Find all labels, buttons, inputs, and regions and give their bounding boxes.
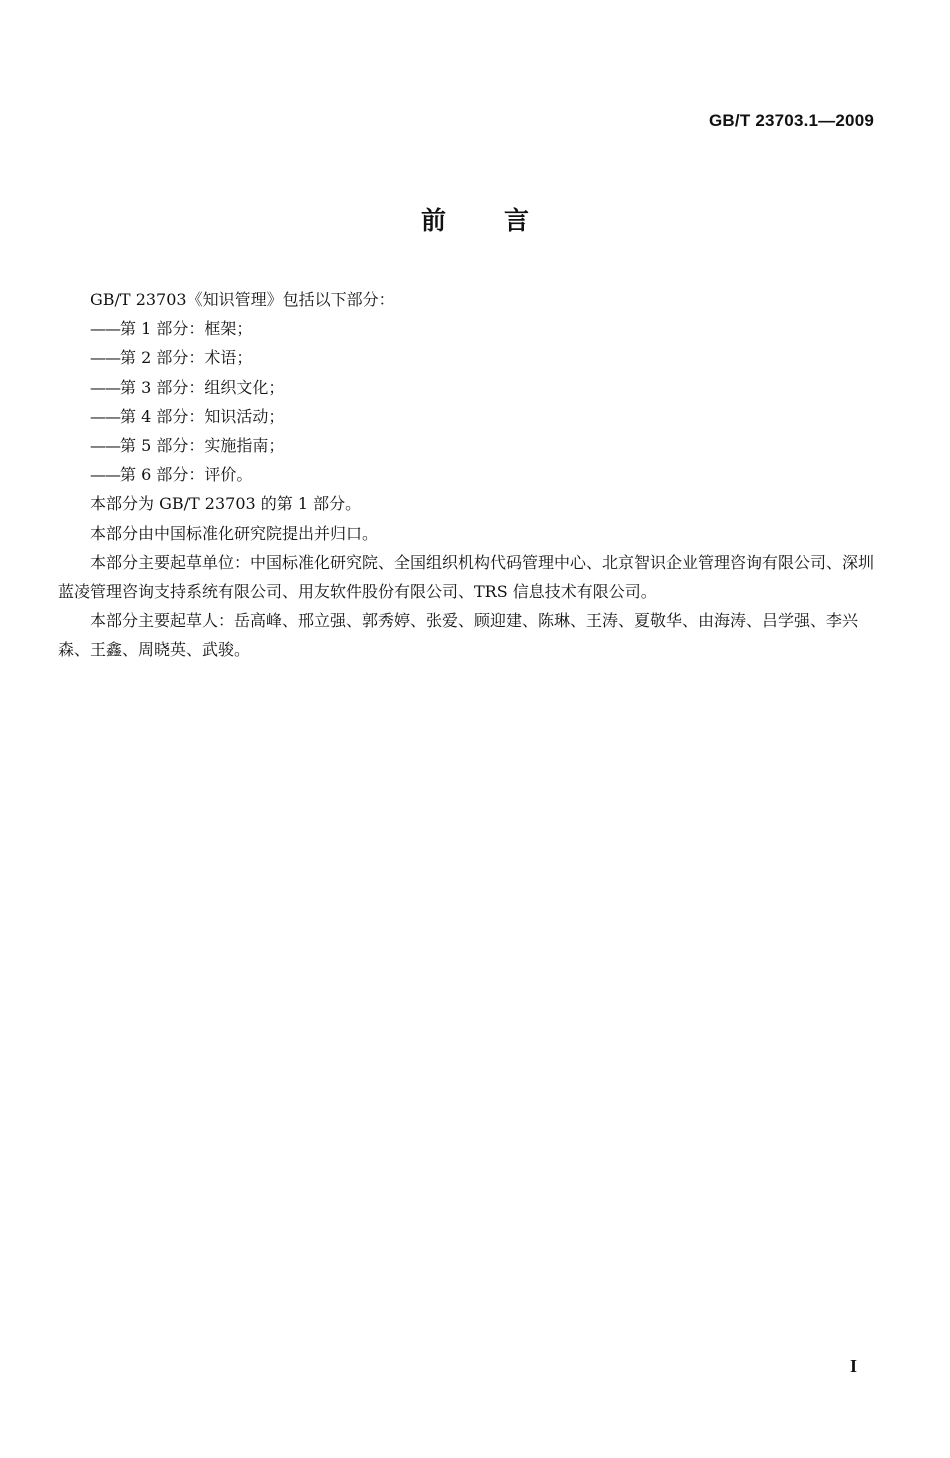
- standard-number: GB/T 23703.1—2009: [709, 111, 874, 130]
- list-item: [58, 431, 878, 460]
- list-dash: ——: [90, 406, 120, 426]
- list-item: [58, 343, 878, 372]
- list-dash: ——: [90, 465, 120, 485]
- list-dash: ——: [90, 377, 120, 397]
- list-item: [58, 314, 878, 343]
- list-item-text: 第 2 部分：术语；: [120, 348, 253, 368]
- list-item-text: 第 4 部分：知识活动；: [120, 406, 285, 426]
- list-item-text: 第 6 部分：评价。: [120, 465, 253, 485]
- paragraph-part-statement: 本部分为 GB/T 23703 的第 1 部分。: [90, 494, 362, 514]
- list-dash: ——: [90, 319, 120, 339]
- foreword-body: [58, 285, 878, 665]
- intro-paragraph: GB/T 23703《知识管理》包括以下部分：: [90, 290, 395, 309]
- list-dash: ——: [90, 348, 120, 368]
- list-item-text: 第 1 部分：框架；: [120, 319, 253, 339]
- list-item: [58, 373, 878, 402]
- paragraph-drafting-units: 本部分主要起草单位：中国标准化研究院、全国组织机构代码管理中心、北京智识企业管理咨询有限公司、深圳蓝凌管理咨询支持系统有限公司、用友软件股份有限公司、TRS 信息技术有限公司。: [58, 552, 875, 602]
- list-item: [58, 460, 878, 489]
- list-item: [58, 402, 878, 431]
- paragraph-drafters: 本部分主要起草人：岳高峰、邢立强、郭秀婷、张爱、顾迎建、陈琳、王涛、夏敬华、由海涛、吕学强、李兴森、王鑫、周晓英、武骏。: [58, 611, 859, 660]
- list-item-text: 第 5 部分：实施指南；: [120, 436, 285, 456]
- paragraph-proposer: 本部分由中国标准化研究院提出并归口。: [90, 523, 379, 543]
- list-item-text: 第 3 部分：组织文化；: [120, 377, 285, 397]
- list-dash: ——: [90, 436, 120, 456]
- page-number: I: [850, 1356, 858, 1376]
- page-title: 前言: [420, 206, 587, 235]
